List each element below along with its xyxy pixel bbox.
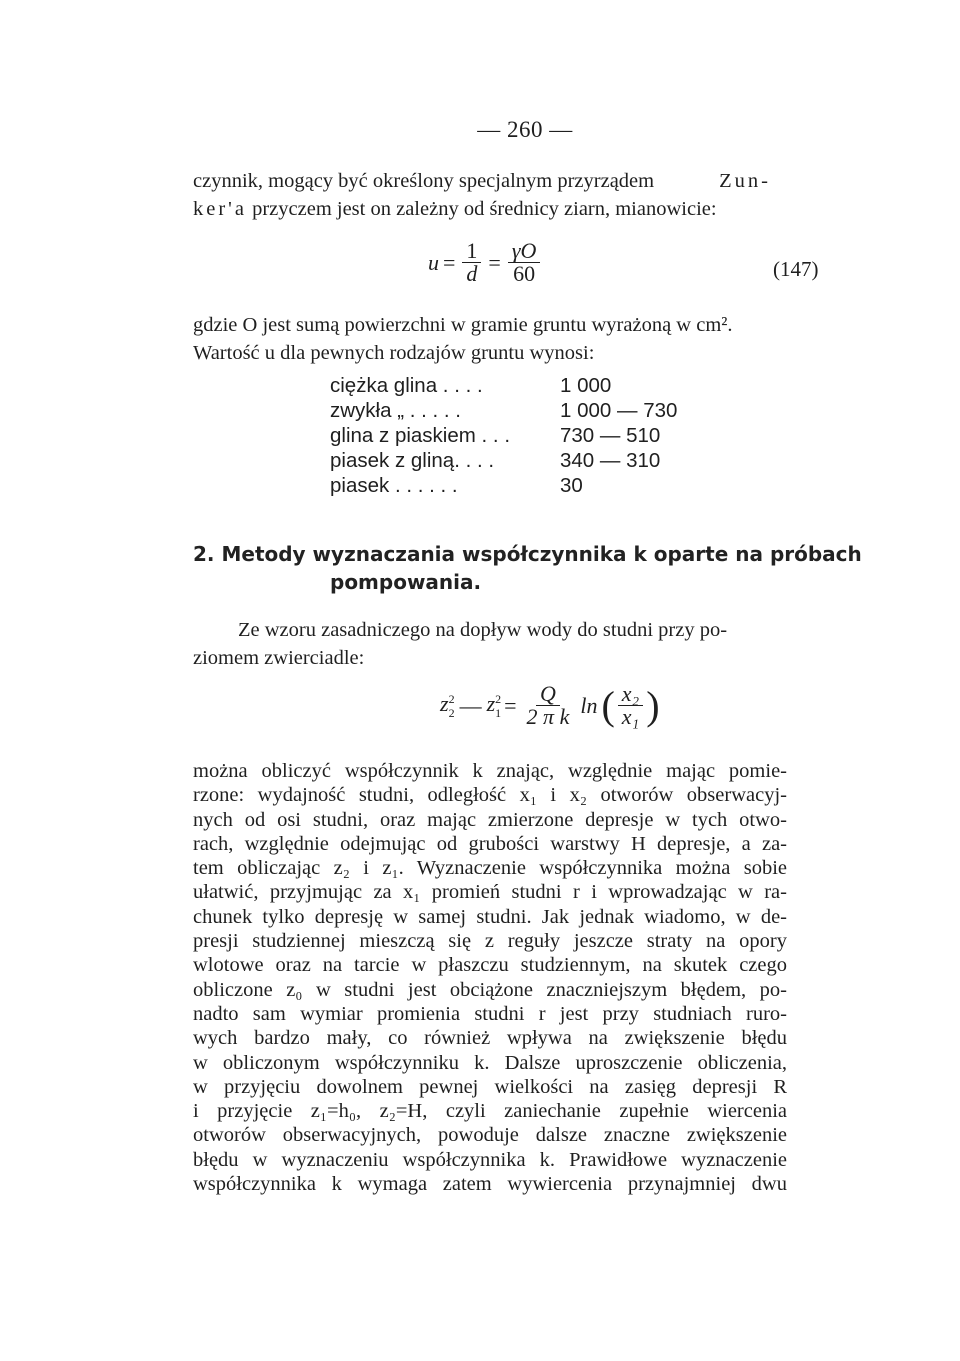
body-line: ułatwić, przyjmując za x₁ promień studni r i wprowadzając w ra-: [193, 881, 787, 904]
intro-line2-spaced: ker'a: [193, 197, 247, 220]
soil-type-name: zwykła „ . . . . .: [330, 398, 461, 422]
soil-type-name: ciężka glina . . . .: [330, 373, 483, 397]
soil-type-value: 730 — 510: [560, 423, 661, 447]
para-after-eq-line2: Wartość u dla pewnych rodzajów gruntu wynosi:: [193, 341, 595, 364]
eq2-frac-den: 2 π k: [526, 704, 570, 729]
eq2-xfrac-num: x₂: [618, 683, 643, 706]
soil-type-name: glina z piaskiem . . .: [330, 423, 511, 447]
soil-type-value: 30: [560, 473, 583, 497]
eq2-right-paren: ): [646, 682, 660, 728]
eq2-left-paren: (: [601, 682, 615, 728]
soil-type-value: 340 — 310: [560, 448, 661, 472]
body-paragraph: [193, 759, 787, 1196]
eq2-xfrac-den: x₁: [621, 704, 640, 729]
soil-type-value: 1 000 — 730: [560, 398, 678, 422]
eq2-xfrac: [618, 683, 643, 728]
intro-line1-spaced: Zun-: [719, 170, 771, 192]
soil-table: [330, 373, 680, 498]
eq147-frac2-num: γO: [508, 240, 541, 263]
body-line: i przyjęcie z₁=h₀, z₂=H, czyli zaniechanie zupełnie wiercenia: [193, 1100, 787, 1123]
body-line: wych bardzo mały, co również wpływa na zwiększenie błędu: [193, 1027, 787, 1050]
eq147-frac2-den: 60: [513, 261, 536, 286]
eq2-ln: ln: [580, 692, 598, 718]
eq2-z2: z 2 2: [440, 691, 455, 720]
eq2-z1: z 2 1: [486, 691, 502, 720]
eq147-equals-2: =: [488, 249, 501, 275]
body-line: presji studziennej mieszczą się z reguły jeszcze straty na opory: [193, 930, 787, 953]
body-line: nadto sam wymiar promienia studni r jest przy studniach ruro-: [193, 1002, 787, 1025]
eq147-frac2: [508, 240, 541, 285]
soil-type-name: piasek . . . . . .: [330, 473, 458, 497]
body-line: otworów obserwacyjnych, powoduje dalsze znaczne zwiększenie: [193, 1124, 787, 1147]
eq2-frac-num: Q: [536, 683, 560, 706]
para-after-eq: [193, 312, 793, 367]
body-line: współczynnika k wymaga zatem wywiercenia przynajmniej dwu: [193, 1173, 787, 1196]
soil-table-row: [330, 473, 680, 498]
section-heading-line1: 2. Metody wyznaczania współczynnika k oparte na próbach: [193, 542, 862, 566]
body-line: błędu w wyznaczeniu współczynnika k. Prawidłowe wyznaczenie: [193, 1148, 787, 1171]
soil-table-row: [330, 373, 680, 398]
eq2-frac: [523, 683, 574, 728]
body-line: obliczone z₀ w studni jest obciążone znaczniejszym błędem, po-: [193, 978, 787, 1001]
eq147-lhs: u: [428, 249, 439, 275]
body-line: można obliczyć współczynnik k znając, względnie mając pomie-: [193, 760, 787, 782]
eq147-frac1: [462, 240, 481, 285]
eq2-equals: =: [504, 692, 517, 718]
intro-line1-text: czynnik, mogący być określony specjalnym przyrządem: [193, 170, 655, 192]
intro-line2-text: przyczem jest on zależny od średnicy ziarn, mianowicie:: [246, 197, 717, 220]
body-line: nych od osi studni, oraz mając zmierzone depresje w tych otwo-: [193, 808, 787, 831]
eq147-frac1-num: 1: [462, 240, 481, 263]
eq147-equals: =: [443, 249, 456, 275]
soil-table-row: [330, 448, 680, 473]
para-before-eq2-line2: ziomem zwierciadle:: [193, 646, 365, 669]
intro-paragraph: [193, 168, 771, 223]
body-line: w przyjęciu dowolnem pewnej wielkości na zasięg depresji R: [193, 1075, 787, 1098]
body-line: w obliczonym współczynniku k. Dalsze uproszczenie obliczenia,: [193, 1051, 787, 1074]
eq147-frac1-den: d: [466, 261, 478, 286]
soil-table-row: [330, 423, 680, 448]
equation-2: [440, 683, 660, 728]
body-line: wlotowe oraz na tarcie w płaszczu studziennym, na skutek czego: [193, 954, 787, 977]
body-line: tem obliczając z₂ i z₁. Wyznaczenie współczynnika można sobie: [193, 857, 787, 880]
para-after-eq-line1: gdzie O jest sumą powierzchni w gramie gruntu wyrażoną w cm².: [193, 314, 733, 336]
body-line: chunek tylko depresję w samej studni. Jak jednak wiadomo, w de-: [193, 905, 787, 928]
page-number: — 260 —: [477, 117, 573, 142]
eq2-minus: —: [459, 692, 482, 718]
equation-147: [428, 240, 543, 285]
soil-type-value: 1 000: [560, 373, 612, 397]
equation-147-number: (147): [773, 257, 819, 281]
section-heading-line2: pompowania.: [330, 570, 482, 594]
body-line: rach, względnie odejmując od grubości warstwy H depresje, a za-: [193, 832, 787, 855]
soil-type-name: piasek z gliną. . . .: [330, 448, 495, 472]
soil-table-row: [330, 398, 680, 423]
body-line: rzone: wydajność studni, odległość x₁ i x₂ otworów obserwacyj-: [193, 784, 787, 807]
para-before-eq2: [193, 617, 793, 672]
para-before-eq2-line1: Ze wzoru zasadniczego na dopływ wody do studni przy po-: [238, 619, 728, 641]
